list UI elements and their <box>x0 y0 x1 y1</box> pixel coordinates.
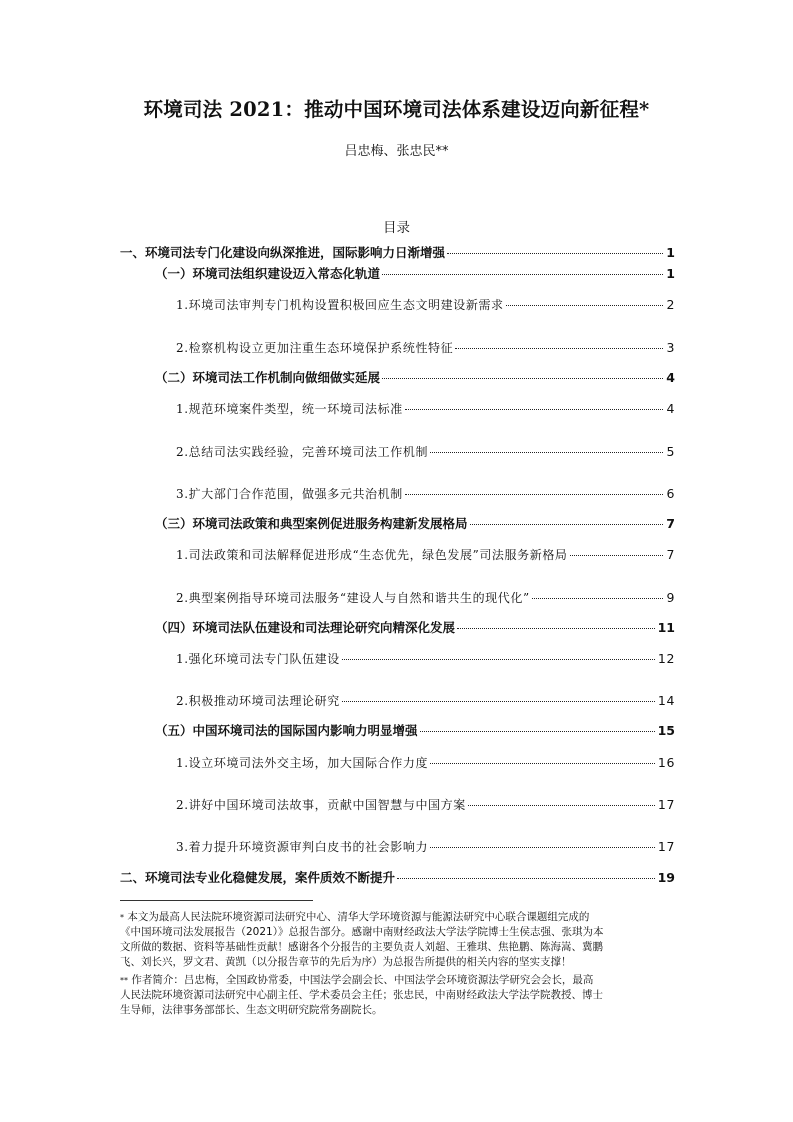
toc-leader-dots <box>570 555 664 556</box>
toc-page-number: 7 <box>666 547 675 562</box>
toc-page-number: 19 <box>657 870 675 885</box>
toc-page-number: 4 <box>666 401 675 416</box>
toc-entry-1[interactable] <box>120 243 675 261</box>
toc-leader-dots <box>430 847 655 848</box>
toc-leader-dots <box>397 878 655 879</box>
toc-entry-text: 2.典型案例指导环境司法服务“建设人与自然和谐共生的现代化” <box>176 591 530 605</box>
footnote-mark: ** <box>120 976 128 985</box>
authors-line: 吕忠梅、张忠民** <box>344 144 449 159</box>
toc-leader-dots <box>447 253 663 254</box>
footnote-line: 《中国环境司法发展报告（2021）》总报告部分。感谢中南财经政法大学法学院博士生侯志强、张琪为本 <box>120 926 604 938</box>
toc-entry-1-2-1[interactable] <box>176 400 675 418</box>
toc-leader-dots <box>468 805 655 806</box>
toc-leader-dots <box>342 659 655 660</box>
toc-entry-1-2[interactable] <box>155 368 675 386</box>
footnote-funding <box>120 910 676 970</box>
toc-entry-1-1[interactable] <box>155 264 675 282</box>
toc-leader-dots <box>430 452 663 453</box>
toc-entry-text: 一、环境司法专门化建设向纵深推进，国际影响力日渐增强 <box>120 245 446 260</box>
toc-entry-text: 二、环境司法专业化稳健发展，案件质效不断提升 <box>120 870 396 885</box>
toc-entry-1-3-1[interactable] <box>176 546 675 564</box>
toc-entry-1-3[interactable] <box>155 514 675 532</box>
toc-entry-text: 1.强化环境司法专门队伍建设 <box>176 652 340 666</box>
toc-entry-text: 1.规范环境案件类型，统一环境司法标准 <box>176 402 403 416</box>
toc-entry-1-3-2[interactable] <box>176 589 675 607</box>
toc-page-number: 4 <box>666 370 675 385</box>
toc-page-number: 5 <box>666 444 675 459</box>
toc-entry-1-5-3[interactable] <box>176 838 675 856</box>
toc-leader-dots <box>430 763 655 764</box>
toc-entry-text: 3.扩大部门合作范围，做强多元共治机制 <box>176 487 403 501</box>
toc-leader-dots <box>506 305 664 306</box>
footnote-line: 作者简介：吕忠梅，全国政协常委，中国法学会副会长、中国法学会环境资源法学研究会会长，最高 <box>131 974 594 986</box>
toc-leader-dots <box>455 348 663 349</box>
toc-leader-dots <box>405 494 664 495</box>
toc-entry-1-5-1[interactable] <box>176 754 675 772</box>
toc-entry-1-5-2[interactable] <box>176 796 675 814</box>
toc-entry-text: 2.总结司法实践经验，完善环境司法工作机制 <box>176 445 429 459</box>
toc-leader-dots <box>532 598 664 599</box>
toc-entry-text: 1.设立环境司法外交主场，加大国际合作力度 <box>176 756 429 770</box>
toc-page-number: 6 <box>666 486 675 501</box>
toc-entry-text: 3.着力提升环境资源审判白皮书的社会影响力 <box>176 840 429 854</box>
toc-page-number: 3 <box>666 340 675 355</box>
toc-entry-text: （五）中国环境司法的国际国内影响力明显增强 <box>155 723 418 738</box>
toc-leader-dots <box>470 524 664 525</box>
toc-leader-dots <box>382 378 663 379</box>
toc-entry-text: 2.讲好中国环境司法故事，贡献中国智慧与中国方案 <box>176 798 466 812</box>
toc-leader-dots <box>405 409 664 410</box>
footnote-line: 飞、刘长兴，罗文君、黄凯（以分报告章节的先后为序）为总报告所提供的相关内容的坚实支撑！ <box>120 956 572 968</box>
toc-entry-text: 2.积极推动环境司法理论研究 <box>176 694 340 708</box>
toc-page-number: 12 <box>657 651 675 666</box>
toc-entry-text: （四）环境司法队伍建设和司法理论研究向精深化发展 <box>155 620 456 635</box>
footnote-mark: * <box>120 913 124 922</box>
toc-page-number: 17 <box>657 797 675 812</box>
footnote-line: 人民法院环境资源司法研究中心副主任、学术委员会主任；张忠民，中南财经政法大学法学院教授、博士 <box>120 989 603 1001</box>
footnote-line: 本文为最高人民法院环境资源司法研究中心、清华大学环境资源与能源法研究中心联合课题组完成的 <box>127 911 590 923</box>
toc-page-number: 15 <box>657 723 675 738</box>
toc-page-number: 1 <box>666 266 675 281</box>
toc-heading: 目录 <box>383 220 410 236</box>
toc-entry-1-2-3[interactable] <box>176 485 675 503</box>
toc-entry-1-5[interactable] <box>155 721 675 739</box>
toc-page-number: 11 <box>657 620 675 635</box>
toc-page-number: 1 <box>666 245 675 260</box>
footnote-author-bio <box>120 973 676 1018</box>
toc-entry-text: 2.检察机构设立更加注重生态环境保护系统性特征 <box>176 341 454 355</box>
toc-entry-1-4[interactable] <box>155 618 675 636</box>
toc-entry-1-2-2[interactable] <box>176 443 675 461</box>
toc-leader-dots <box>457 628 655 629</box>
toc-page-number: 16 <box>657 755 675 770</box>
footnote-line: 文所做的数据、资料等基础性贡献！感谢各个分报告的主要负责人刘超、王雅琪、焦艳鹏、陈海嵩、冀鹏 <box>120 941 603 953</box>
toc-leader-dots <box>420 731 655 732</box>
toc-entry-1-4-2[interactable] <box>176 692 675 710</box>
toc-entry-text: （三）环境司法政策和典型案例促进服务构建新发展格局 <box>155 516 468 531</box>
toc-leader-dots <box>382 274 663 275</box>
toc-leader-dots <box>342 701 655 702</box>
toc-page-number: 2 <box>666 297 675 312</box>
toc-page-number: 17 <box>657 839 675 854</box>
toc-page-number: 9 <box>666 590 675 605</box>
footnote-separator <box>120 900 313 901</box>
toc-page-number: 7 <box>666 516 675 531</box>
toc-entry-text: 1.环境司法审判专门机构设置积极回应生态文明建设新需求 <box>176 298 504 312</box>
toc-entry-1-1-2[interactable] <box>176 339 675 357</box>
toc-entry-text: 1.司法政策和司法解释促进形成“生态优先，绿色发展”司法服务新格局 <box>176 548 568 562</box>
toc-page-number: 14 <box>657 693 675 708</box>
toc-entry-1-4-1[interactable] <box>176 650 675 668</box>
toc-entry-text: （二）环境司法工作机制向做细做实延展 <box>155 370 381 385</box>
footnote-line: 生导师，法律事务部部长、生态文明研究院常务副院长。 <box>120 1004 383 1016</box>
toc-entry-1-1-1[interactable] <box>176 296 675 314</box>
toc-entry-2[interactable] <box>120 868 675 886</box>
toc-entry-text: （一）环境司法组织建设迈入常态化轨道 <box>155 266 381 281</box>
document-title: 环境司法 2021：推动中国环境司法体系建设迈向新征程* <box>143 98 650 121</box>
